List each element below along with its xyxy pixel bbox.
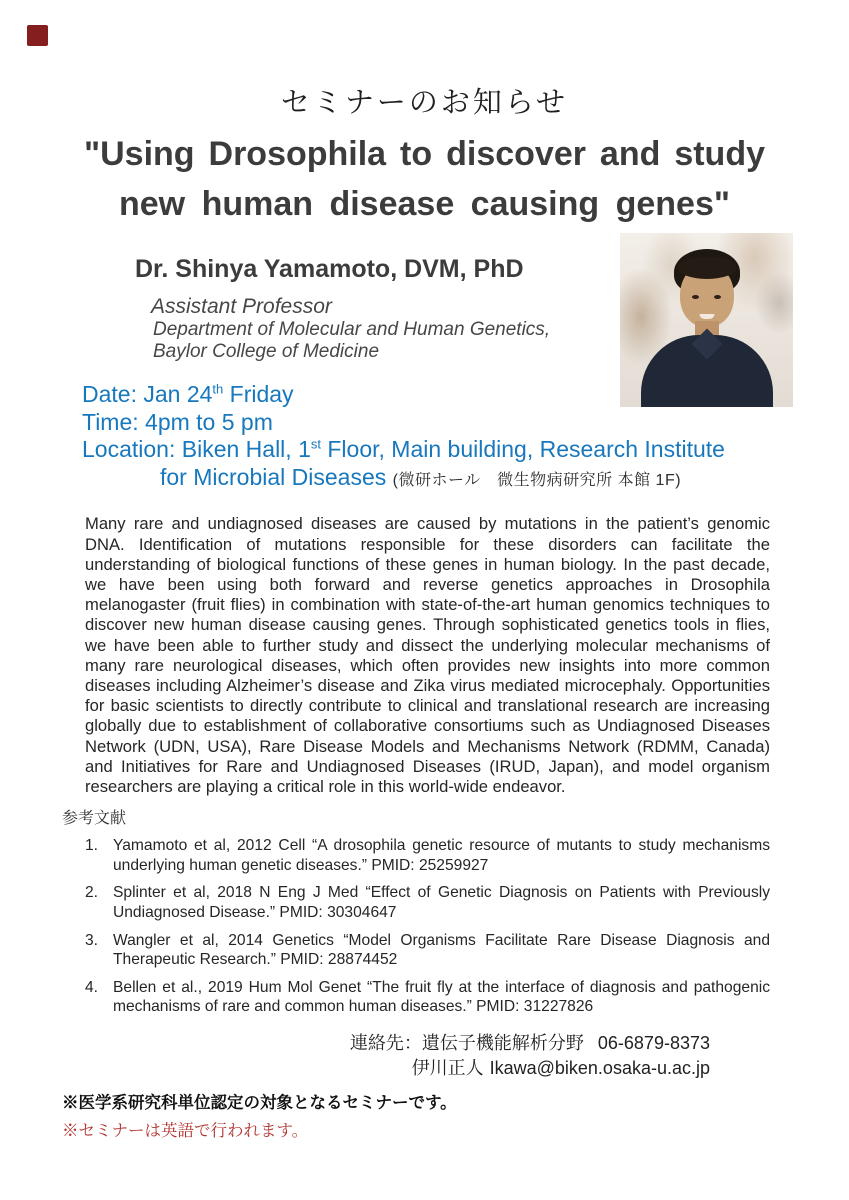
portrait-fringe-shape [678, 257, 736, 279]
event-location-line1 [82, 436, 849, 464]
event-date-text: Date: Jan 24 [82, 381, 213, 407]
contact-block [0, 1031, 710, 1081]
footer-notes [62, 1089, 849, 1141]
seminar-announcement-jp-title: セミナーのお知らせ [280, 87, 569, 119]
portrait-right-eye [714, 295, 721, 299]
contact-line2 [0, 1056, 710, 1081]
event-location-text: Location: Biken Hall, 1 [82, 436, 311, 463]
event-location-institute: Floor, Main building, Research Institute [320, 436, 725, 463]
seminar-abstract: Many rare and undiagnosed diseases are caused by mutations in the patient’s genomic DNA. Identification of mutations responsible for these disorders can facilitate the understanding of biological functions of these genes in human biology. In the past decade, we have been using both forward and reverse genetics approaches in Drosophila melanogaster (fruit flies) in combination with state-of-the-art human genomics techniques to discover new human disease causing genes. Through sophisticated genetics tools in flies, we have been able to further study and dissect the underlying molecular mechanisms of many rare neurological diseases, which often provides new insights into more common diseases including Alzheimer’s disease and Zika virus mediated microcephaly. Opportunities for basic scientists to directly contribute to clinical and translational research are increasing globally due to establishment of collaborative consortiums such as Undiagnosed Diseases Network (UDN, USA), Rare Disease Models and Mechanisms Network (RDMM, Canada) and Initiatives for Rare and Undiagnosed Diseases (IRUD, Japan), and model organism researchers are playing a critical role in this world-wide endeavor. [85, 514, 770, 797]
event-location-japanese: (微研ホール 微生物病研究所 本館 1F) [392, 471, 682, 489]
event-date-day: Friday [223, 381, 294, 407]
speaker-portrait-photo [620, 233, 793, 407]
seminar-title [0, 129, 849, 229]
speaker-institution: Baylor College of Medicine [153, 341, 380, 362]
event-location-ordinal: st [310, 436, 321, 452]
reference-text: Yamamoto et al, 2012 Cell “A drosophila genetic resource of mutants to study mechanisms underlying human genetic diseases.” PMID: 25259927 [113, 837, 770, 874]
reference-number: 2. [85, 884, 99, 902]
reference-text: Wangler et al, 2014 Genetics “Model Organisms Facilitate Rare Disease Diagnosis and Therapeutic Research.” PMID: 28874452 [113, 931, 770, 969]
reference-item [62, 978, 770, 1017]
contact-email: Ikawa@biken.osaka-u.ac.jp [489, 1057, 710, 1078]
reference-item [62, 931, 770, 970]
references-heading: 参考文献 [62, 810, 127, 828]
speaker-department: Department of Molecular and Human Genetics, [153, 319, 551, 340]
portrait-left-eye [692, 295, 699, 299]
event-date-ordinal: th [212, 381, 224, 397]
seminar-title-line1: "Using Drosophila to discover and study [84, 135, 765, 173]
reference-text: Splinter et al, 2018 N Eng J Med “Effect of Genetic Diagnosis on Patients with Previously Undiagnosed Disease.” PMID: 30304647 [113, 884, 770, 921]
speaker-name: Dr. Shinya Yamamoto, DVM, PhD [135, 255, 524, 283]
contact-line1 [0, 1031, 710, 1056]
references-section [62, 805, 770, 1017]
speaker-role: Assistant Professor [151, 295, 332, 318]
reference-number: 1. [85, 837, 99, 855]
seminar-title-line2: new human disease causing genes" [119, 185, 730, 223]
reference-number: 4. [85, 978, 99, 996]
event-location-line2 [160, 464, 849, 495]
reference-item [62, 836, 770, 875]
contact-person: 伊川正人 [411, 1057, 484, 1078]
credit-note: ※医学系研究科単位認定の対象となるセミナーです。 [62, 1093, 457, 1112]
reference-text: Bellen et al., 2019 Hum Mol Genet “The fruit fly at the interface of diagnosis and pathogenic mechanisms of rare and common human diseases.” PMID: 31227826 [113, 978, 770, 1016]
contact-phone: 06-6879-8373 [597, 1032, 710, 1053]
language-note: ※セミナーは英語で行われます。 [62, 1120, 309, 1140]
event-time: Time: 4pm to 5 pm [82, 408, 273, 435]
contact-department: 連絡先：遺伝子機能解析分野 [349, 1032, 584, 1053]
reference-item [62, 883, 770, 922]
corner-marker-square [27, 25, 48, 46]
reference-number: 3. [85, 931, 99, 949]
event-location-building: for Microbial Diseases [160, 463, 387, 490]
